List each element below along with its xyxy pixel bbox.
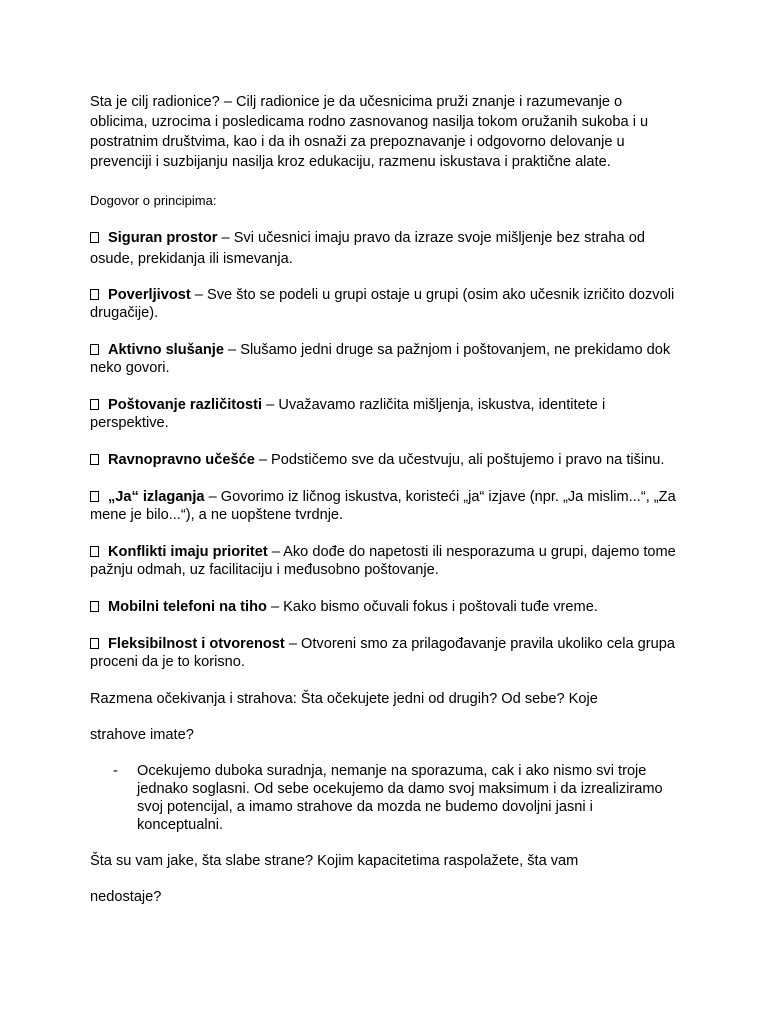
principle-item	[90, 635, 680, 671]
principle-title: Konflikti imaju prioritet	[108, 544, 268, 560]
principle-text: – Svi učesnici imaju pravo da izraze svoje mišljenje bez straha od osude, prekidanja ili ismevanja.	[90, 230, 645, 267]
expectations-answer-text: Ocekujemo duboka suradnja, nemanje na sporazuma, cak i ako nismo svi troje jednako soglasni. Od sebe ocekujemo da damo svoj maksimum i da izrealiziramo svoj potencijal, a imamo strahove da mozda ne budemo dovoljni jasni i konceptualni.	[137, 763, 663, 833]
checkbox-icon	[90, 344, 99, 355]
principle-item	[90, 228, 680, 270]
checkbox-icon	[90, 491, 99, 502]
principle-text: – Ako dođe do napetosti ili nesporazuma u grupi, dajemo tome pažnju odmah, uz facilitaciju i međusobno poštovanje.	[90, 544, 676, 578]
checkbox-icon	[90, 638, 99, 649]
principle-item	[90, 451, 680, 469]
checkbox-icon	[90, 601, 99, 612]
strengths-question-line2: nedostaje?	[90, 889, 162, 905]
principle-text: – Uvažavamo različita mišljenja, iskustva, identitete i perspektive.	[90, 397, 606, 431]
principle-text: – Podstičemo sve da učestvuju, ali poštujemo i pravo na tišinu.	[254, 452, 665, 468]
expectations-question-line2: strahove imate?	[90, 727, 194, 743]
principle-item	[90, 396, 680, 432]
checkbox-icon	[90, 289, 99, 300]
principle-text: – Kako bismo očuvali fokus i poštovali tuđe vreme.	[266, 599, 598, 615]
principle-text: – Slušamo jedni druge sa pažnjom i poštovanjem, ne prekidamo dok neko govori.	[90, 342, 671, 376]
principle-title: Poverljivost	[108, 287, 191, 303]
principle-title: Poštovanje različitosti	[108, 397, 263, 413]
checkbox-icon	[90, 232, 99, 243]
principle-text: – Govorimo iz ličnog iskustva, koristeći „ja“ izjave (npr. „Ja mislim...“, „Za mene je bilo...“), a ne uopštene tvrdnje.	[90, 489, 676, 523]
principle-item	[90, 598, 680, 616]
expectations-answer-list	[90, 762, 680, 834]
strengths-question-line1: Šta su vam jake, šta slabe strane? Kojim kapacitetima raspolažete, šta vam	[90, 853, 579, 869]
list-dash: -	[113, 763, 118, 779]
principle-item	[90, 286, 680, 322]
principles-heading: Dogovor o principima:	[90, 193, 217, 208]
checkbox-icon	[90, 399, 99, 410]
principle-title: „Ja“ izlaganja	[108, 489, 205, 505]
principle-title: Fleksibilnost i otvorenost	[108, 636, 285, 652]
principle-title: Siguran prostor	[108, 230, 218, 246]
expectations-question-line1: Razmena očekivanja i strahova: Šta očekujete jedni od drugih? Od sebe? Koje	[90, 691, 598, 707]
principle-item	[90, 488, 680, 524]
principle-item	[90, 543, 680, 579]
principle-text: – Otvoreni smo za prilagođavanje pravila ukoliko cela grupa proceni da je to korisno.	[90, 636, 675, 670]
principle-item	[90, 341, 680, 377]
checkbox-icon	[90, 454, 99, 465]
checkbox-icon	[90, 546, 99, 557]
list-item	[90, 762, 680, 834]
principles-list	[90, 228, 680, 671]
principle-title: Ravnopravno učešće	[108, 452, 255, 468]
workshop-goal-paragraph: Sta je cilj radionice? – Cilj radionice je da učesnicima pruži znanje i razumevanje o oblicima, uzrocima i posledicama rodno zasnovanog nasilja tokom oružanih sukoba i u postratnim društvima, kao i da ih osnaži za prepoznavanje i odgovorno delovanje u prevenciji i suzbijanju nasilja kroz edukaciju, razmenu iskustava i praktične alate.	[90, 94, 649, 170]
principle-text: – Sve što se podeli u grupi ostaje u grupi (osim ako učesnik izričito dozvoli drugačije).	[90, 287, 675, 321]
principle-title: Mobilni telefoni na tiho	[108, 599, 267, 615]
document-page	[90, 92, 680, 924]
principle-title: Aktivno slušanje	[108, 342, 224, 358]
